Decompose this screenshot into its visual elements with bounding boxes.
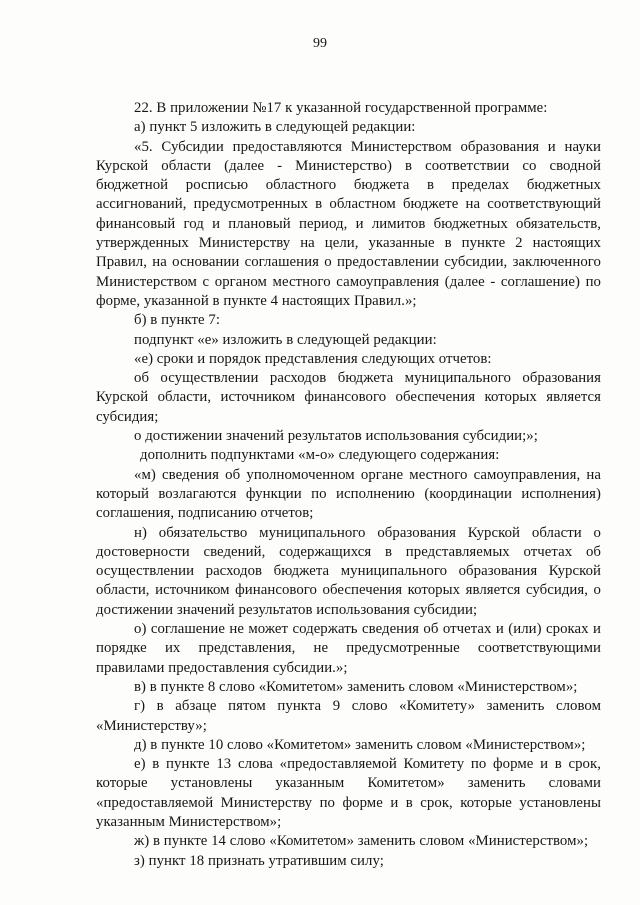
paragraph-subclause-e-intro: подпункт «е» изложить в следующей редакции: [134,331,437,348]
paragraph-subitem-zh: ж) в пункте 14 слово «Комитетом» заменить словом «Министерством»; [134,833,589,850]
paragraph-subclause-m: «м) сведения об уполномоченном органе местного самоуправления, на который возлагаются функции по исполнению (координации исполнения) соглашения, подписанию отчетов; [96,466,601,522]
paragraph-report-results: о достижении значений результатов использования субсидии;»; [134,428,538,445]
page-number: 99 [313,36,327,51]
paragraph-subitem-v: в) в пункте 8 слово «Комитетом» заменить словом «Министерством»; [134,678,578,695]
paragraph-clause-5: «5. Субсидии предоставляются Министерством образования и науки Курской области (далее - Министерство) в соответствии со сводной бюджетной росписью областного бюджета в пределах бюджетных ассигнований, предусмотренных в областном бюджете на соответствующий финансовый год и плановый период, и лимитов бюджетных обязательств, утвержденных Министерству на цели, указанные в пункте 2 настоящих Правил, на основании соглашения о предоставлении субсидии, заключенного Министерством с органом местного самоуправления (далее - соглашение) по форме, указанной в пункте 4 настоящих Правил.»; [96,138,601,309]
paragraph-item-22: 22. В приложении №17 к указанной государственной программе: [134,100,548,116]
paragraph-subclause-n: н) обязательство муниципального образования Курской области о достоверности сведений, содержащихся в представляемых отчетах об осуществлении расходов бюджета муниципального образования Курской области, источником финансового обеспечения которых является субсидия, о достижении значений результатов использования субсидии; [96,524,601,618]
paragraph-add-subclauses: дополнить подпунктами «м-о» следующего содержания: [140,447,500,464]
paragraph-subitem-z: з) пункт 18 признать утратившим силу; [134,852,384,869]
paragraph-subitem-g: г) в абзаце пятом пункта 9 слово «Комитету» заменить словом «Министерству»; [96,698,601,734]
paragraph-subitem-a: а) пункт 5 изложить в следующей редакции: [134,119,416,136]
paragraph-report-expenses: об осуществлении расходов бюджета муниципального образования Курской области, источником финансового обеспечения которых является субсидия; [96,370,601,425]
paragraph-subitem-d: д) в пункте 10 слово «Комитетом» заменить словом «Министерством»; [134,736,586,753]
document-body [96,99,601,871]
paragraph-subitem-e: е) в пункте 13 слова «предоставляемой Комитету по форме и в срок, которые установлены указанным Комитетом» заменить словами «предоставляемой Министерству по форме и в срок, которые установлены указанным Министерством»; [96,756,601,830]
paragraph-subclause-o: о) соглашение не может содержать сведения об отчетах и (или) сроках и порядке их представления, не предусмотренные соответствующими правилами предоставления субсидии.»; [96,621,601,676]
paragraph-subitem-b: б) в пункте 7: [134,312,221,329]
paragraph-subclause-e: «е) сроки и порядок представления следующих отчетов: [134,350,492,367]
